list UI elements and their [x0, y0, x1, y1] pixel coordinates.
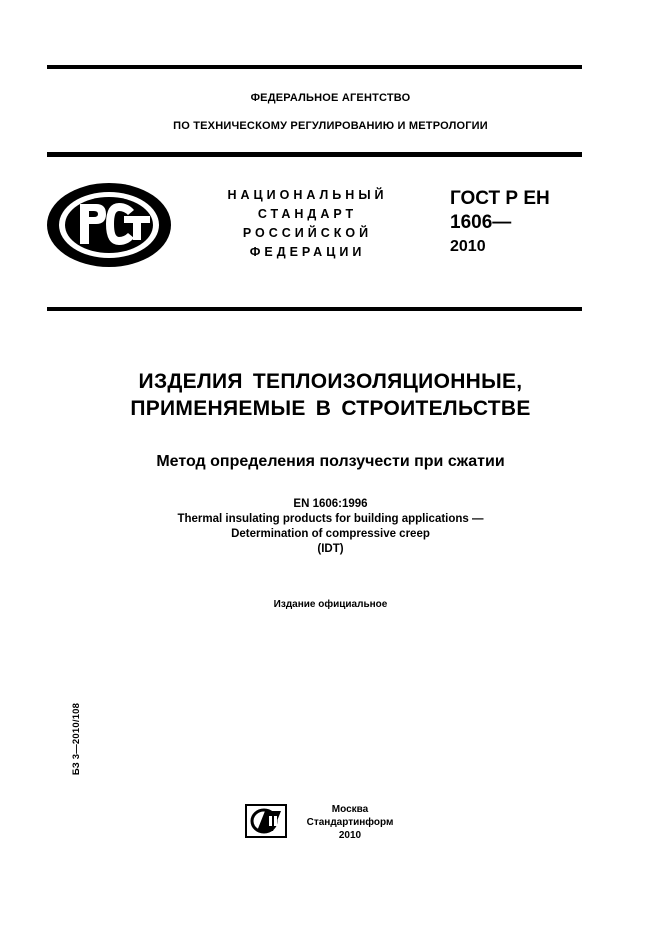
national-line-2: СТАНДАРТ	[257, 207, 358, 221]
en-title-line-3: (IDT)	[317, 543, 344, 555]
national-standard-label	[210, 186, 405, 262]
standartinform-logo-icon	[245, 804, 287, 838]
publisher-city: Москва	[331, 804, 369, 815]
agency-line-2: ПО ТЕХНИЧЕСКОМУ РЕГУЛИРОВАНИЮ И МЕТРОЛОГИИ	[173, 120, 488, 132]
gost-number	[450, 187, 550, 259]
national-line-1: НАЦИОНАЛЬНЫЙ	[227, 188, 388, 202]
en-title-line-2: Determination of compressive creep	[231, 528, 430, 540]
agency-line-1: ФЕДЕРАЛЬНОЕ АГЕНТСТВО	[250, 92, 411, 104]
en-reference	[0, 497, 661, 557]
middle-rule	[47, 307, 582, 311]
title-line-2: ПРИМЕНЯЕМЫЕ В СТРОИТЕЛЬСТВЕ	[130, 397, 531, 420]
document-subtitle: Метод определения ползучести при сжатии	[156, 453, 505, 470]
title-line-1: ИЗДЕЛИЯ ТЕПЛОИЗОЛЯЦИОННЫЕ,	[138, 370, 523, 393]
edition-label: Издание официальное	[273, 599, 388, 610]
publisher-info	[300, 803, 400, 842]
publisher-name: Стандартинформ	[306, 817, 394, 828]
header-rule	[47, 152, 582, 157]
side-catalog-note: БЗ 3—2010/108	[71, 702, 82, 776]
national-line-4: ФЕДЕРАЦИИ	[249, 245, 366, 259]
rst-certification-logo-icon	[44, 180, 174, 270]
en-title-line-1: Thermal insulating products for building applications —	[177, 513, 484, 525]
top-rule	[47, 65, 582, 69]
gost-line-1: ГОСТ Р ЕН	[450, 188, 550, 209]
document-title	[0, 368, 661, 422]
gost-line-3: 2010	[450, 238, 486, 255]
en-code: EN 1606:1996	[293, 498, 368, 510]
national-line-3: РОССИЙСКОЙ	[242, 226, 373, 240]
gost-line-2: 1606—	[450, 212, 512, 233]
publisher-year: 2010	[338, 830, 362, 841]
